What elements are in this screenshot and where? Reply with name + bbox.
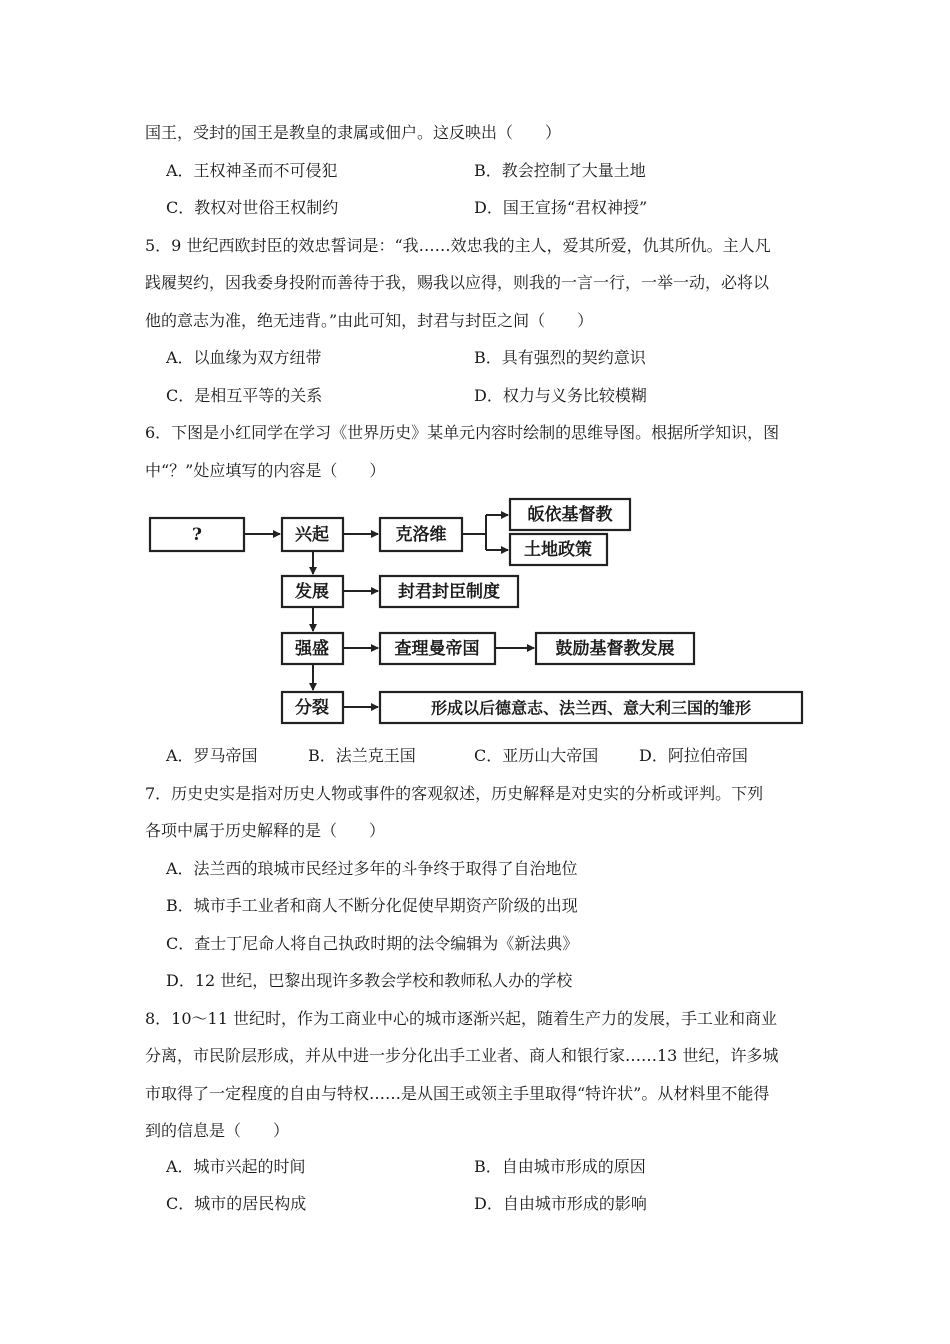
q7-option-d[interactable]: D．12 世纪，巴黎出现许多教会学校和教师私人办的学校 <box>166 971 573 990</box>
unknown-label: ? <box>192 525 202 545</box>
stage-label-development: 发展 <box>295 582 329 602</box>
q4-option-a[interactable]: A．王权神圣而不可侵犯 <box>166 161 338 180</box>
q5-stem-line-1: 5．9 世纪西欧封臣的效忠誓词是：“我……效忠我的主人，爱其所爱，仇其所仇。主人凡 <box>145 236 771 255</box>
split-result-label: 形成以后德意志、法兰西、意大利三国的雏形 <box>430 698 752 718</box>
q4-option-d[interactable]: D．国王宣扬“君权神授” <box>474 198 648 217</box>
land-policy-label: 土地政策 <box>524 540 592 560</box>
q4-option-b[interactable]: B．教会控制了大量土地 <box>474 161 646 180</box>
q4-option-c[interactable]: C．教权对世俗王权制约 <box>166 198 339 217</box>
q7-option-c[interactable]: C．查士丁尼命人将自己执政时期的法令编辑为《新法典》 <box>166 934 579 953</box>
q7-stem-line-2: 各项中属于历史解释的是（ ） <box>145 821 386 840</box>
q8-stem-line-4: 到的信息是（ ） <box>145 1121 290 1140</box>
q8-option-d[interactable]: D．自由城市形成的影响 <box>474 1194 647 1213</box>
feudal-system-label: 封君封臣制度 <box>398 582 500 602</box>
q8-stem-line-3: 市取得了一定程度的自由与特权……是从国王或领主手里取得“特许状”。从材料里不能得 <box>145 1084 770 1103</box>
q8-stem-line-2: 分离，市民阶层形成，并从中进一步分化出手工业者、商人和银行家……13 世纪，许多城 <box>145 1046 779 1065</box>
q6-option-d[interactable]: D．阿拉伯帝国 <box>639 746 748 765</box>
q5-stem-line-2: 践履契约，因我委身投附而善待于我，赐我以应得，则我的一言一行，一举一动，必将以 <box>145 273 770 292</box>
q5-option-d[interactable]: D．权力与义务比较模糊 <box>474 386 647 405</box>
encourage-christianity-label: 鼓励基督教发展 <box>555 639 675 659</box>
q5-stem-line-3: 他的意志为准，绝无违背。”由此可知，封君与封臣之间（ ） <box>145 311 594 330</box>
clovis-label: 克洛维 <box>395 525 447 545</box>
stage-label-split: 分裂 <box>295 698 329 718</box>
q5-option-b[interactable]: B．具有强烈的契约意识 <box>474 348 646 367</box>
q4-stem: 国王，受封的国王是教皇的隶属或佃户。这反映出（ ） <box>145 123 562 142</box>
q6-stem-line-1: 6．下图是小红同学在学习《世界历史》某单元内容时绘制的思维导图。根据所学知识，图 <box>145 423 780 442</box>
q6-option-b[interactable]: B．法兰克王国 <box>308 746 416 765</box>
q6-stem-line-2: 中“？”处应填写的内容是（ ） <box>145 461 386 480</box>
q8-stem-line-1: 8．10～11 世纪时，作为工商业中心的城市逐渐兴起，随着生产力的发展，手工业和商业 <box>145 1009 777 1028</box>
q5-option-c[interactable]: C．是相互平等的关系 <box>166 386 323 405</box>
christianity-conversion-label: 皈依基督教 <box>527 505 613 525</box>
q8-option-a[interactable]: A．城市兴起的时间 <box>166 1157 306 1176</box>
charlemagne-label: 查理曼帝国 <box>394 639 480 659</box>
q6-option-a[interactable]: A．罗马帝国 <box>166 746 258 765</box>
q5-option-a[interactable]: A．以血缘为双方纽带 <box>166 348 322 367</box>
q8-option-c[interactable]: C．城市的居民构成 <box>166 1194 307 1213</box>
q7-option-b[interactable]: B．城市手工业者和商人不断分化促使早期资产阶级的出现 <box>166 896 578 915</box>
q7-option-a[interactable]: A．法兰西的琅城市民经过多年的斗争终于取得了自治地位 <box>166 859 578 878</box>
stage-label-rise: 兴起 <box>295 525 329 545</box>
q8-option-b[interactable]: B．自由城市形成的原因 <box>474 1157 646 1176</box>
q7-stem-line-1: 7．历史史实是指对历史人物或事件的客观叙述，历史解释是对史实的分析或评判。下列 <box>145 784 764 803</box>
q6-option-c[interactable]: C．亚历山大帝国 <box>474 746 599 765</box>
stage-label-prosperity: 强盛 <box>295 639 329 659</box>
